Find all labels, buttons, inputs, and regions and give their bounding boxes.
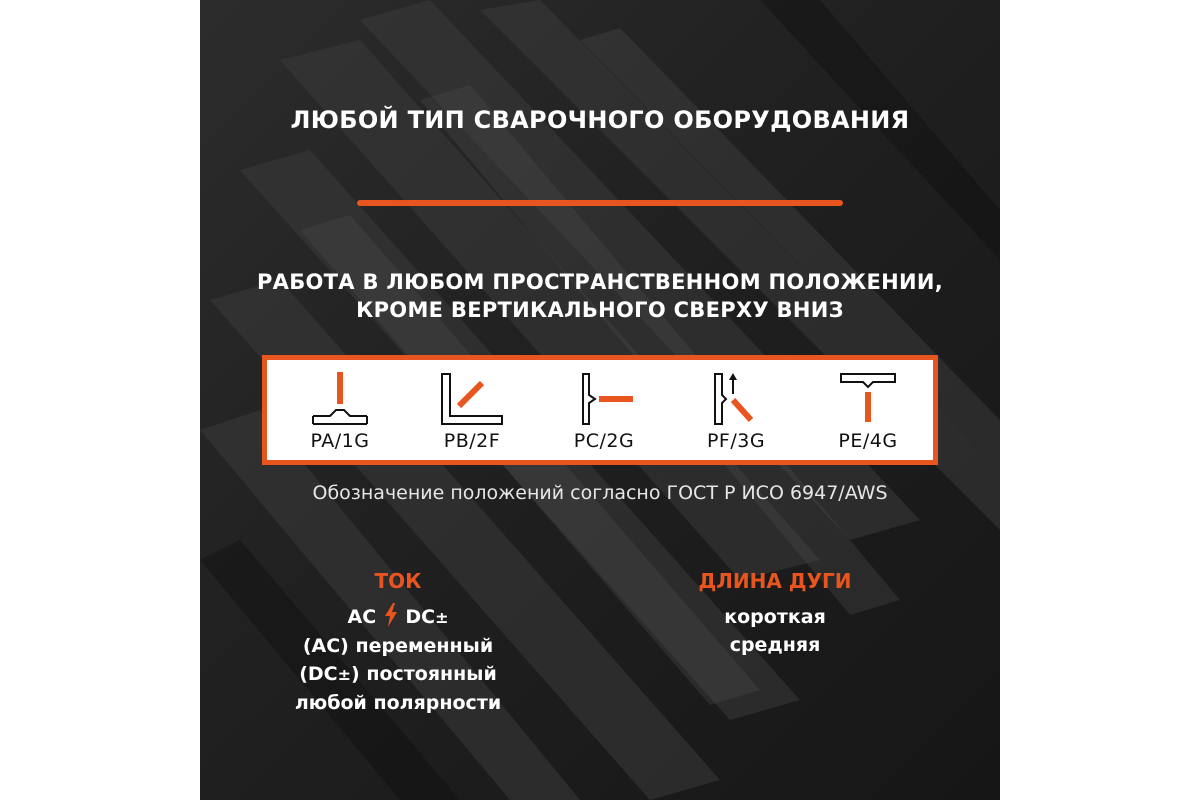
current-polarity: любой полярности bbox=[294, 692, 502, 714]
position-pb-2f bbox=[407, 360, 537, 460]
horizontal-fillet-weld-icon bbox=[407, 366, 537, 426]
vertical-up-weld-icon bbox=[671, 366, 801, 426]
plus-minus-sign: ± bbox=[435, 608, 449, 627]
positions-title-line2: КРОМЕ ВЕРТИКАЛЬНОГО СВЕРХУ ВНИЗ bbox=[356, 298, 844, 322]
dc-prefix: (DC bbox=[299, 663, 338, 685]
arc-length-title: ДЛИНА ДУГИ bbox=[698, 569, 852, 593]
position-pc-2g bbox=[539, 360, 669, 460]
accent-divider bbox=[357, 200, 843, 206]
positions-panel bbox=[262, 355, 938, 465]
dc-suffix: ) постоянный bbox=[351, 663, 497, 685]
lightning-icon bbox=[384, 603, 398, 627]
arc-length-medium: средняя bbox=[729, 634, 821, 656]
current-title: ТОК bbox=[374, 569, 422, 593]
position-code: PE/4G bbox=[838, 430, 898, 452]
position-code: PF/3G bbox=[706, 430, 766, 452]
headline: ЛЮБОЙ ТИП СВАРОЧНОГО ОБОРУДОВАНИЯ bbox=[290, 106, 910, 134]
position-pe-4g bbox=[803, 360, 933, 460]
position-code: PB/2F bbox=[443, 430, 501, 452]
position-code: PA/1G bbox=[310, 430, 370, 452]
ac-dc-line bbox=[243, 603, 553, 632]
horizontal-weld-icon bbox=[539, 366, 669, 426]
plus-minus-sign: ± bbox=[337, 665, 352, 684]
current-section bbox=[243, 567, 553, 717]
welding-info-card bbox=[200, 0, 1000, 800]
current-ac-description: (АС) переменный bbox=[302, 635, 494, 657]
position-pa-1g bbox=[275, 360, 405, 460]
positions-caption: Обозначение положений согласно ГОСТ Р ИСО 6947/AWS bbox=[312, 482, 888, 504]
overhead-weld-icon bbox=[803, 366, 933, 426]
arc-length-section bbox=[620, 567, 930, 659]
position-pf-3g bbox=[671, 360, 801, 460]
ac-label: AC bbox=[347, 606, 377, 628]
flat-weld-icon bbox=[275, 366, 405, 426]
positions-title bbox=[200, 268, 1000, 324]
position-code: PC/2G bbox=[573, 430, 635, 452]
dc-label: DC bbox=[405, 606, 436, 628]
positions-title-line1: РАБОТА В ЛЮБОМ ПРОСТРАНСТВЕННОМ ПОЛОЖЕНИИ, bbox=[256, 270, 943, 294]
current-dc-description bbox=[243, 660, 553, 689]
arc-length-short: короткая bbox=[724, 606, 826, 628]
